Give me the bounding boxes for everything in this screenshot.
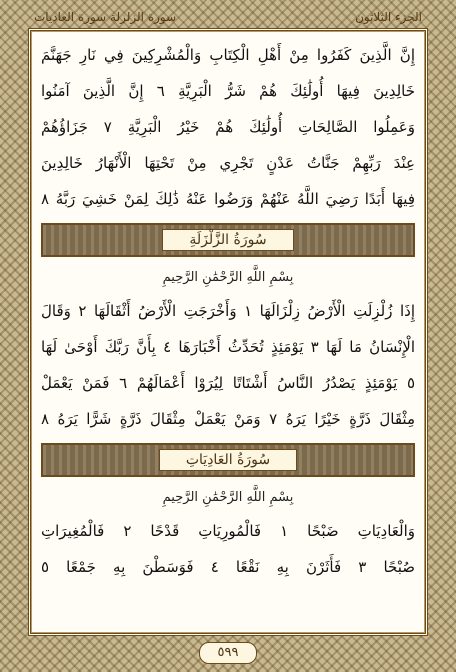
text-line-1: إِنَّ الَّذِينَ كَفَرُوا مِنْ أَهْلِ الْكِتَابِ وَالْمُشْرِكِينَ فِي نَارِ جَهَنَّمَ: [41, 46, 415, 64]
text-line-5: فِيهَا أَبَدًا رَضِيَ اللَّهُ عَنْهُمْ وَرَضُوا عَنْهُ ذَٰلِكَ لِمَنْ خَشِيَ رَبَّهُ ٨: [41, 190, 415, 208]
page-number: ٥٩٩: [199, 642, 257, 664]
basmala: بِسْمِ اللَّهِ الرَّحْمَٰنِ الرَّحِيمِ: [162, 490, 294, 505]
surah-title: سُورَةُ الزَّلْزَلَةِ: [162, 229, 293, 251]
text-line-11: صُبْحًا ٣ فَأَثَرْنَ بِهِ نَقْعًا ٤ فَوَسَطْنَ بِهِ جَمْعًا ٥: [41, 558, 415, 576]
surah-names-label: سورة الزلزلة سورة العاديات: [34, 10, 177, 24]
text-line-6: إِذَا زُلْزِلَتِ الْأَرْضُ زِلْزَالَهَا ١ وَأَخْرَجَتِ الْأَرْضُ أَثْقَالَهَا ٢ وَقَالَ: [41, 302, 415, 320]
basmala: بِسْمِ اللَّهِ الرَّحْمَٰنِ الرَّحِيمِ: [162, 270, 294, 285]
text-line-7: الْإِنْسَانُ مَا لَهَا ٣ يَوْمَئِذٍ تُحَدِّثُ أَخْبَارَهَا ٤ بِأَنَّ رَبَّكَ أَوْحَىٰ لَهَا: [41, 338, 415, 356]
text-line-2: خَالِدِينَ فِيهَا أُولَٰئِكَ هُمْ شَرُّ الْبَرِيَّةِ ٦ إِنَّ الَّذِينَ آمَنُوا: [41, 82, 415, 100]
text-line-8: ٥ يَوْمَئِذٍ يَصْدُرُ النَّاسُ أَشْتَاتًا لِيُرَوْا أَعْمَالَهُمْ ٦ فَمَنْ يَعْمَلْ: [41, 374, 415, 392]
surah-title: سُورَةُ العَادِيَاتِ: [159, 449, 297, 471]
surah-header-band: [41, 223, 415, 257]
page-header: [34, 6, 422, 28]
text-line-4: عِنْدَ رَبِّهِمْ جَنَّاتُ عَدْنٍ تَجْرِي مِنْ تَحْتِهَا الْأَنْهَارُ خَالِدِينَ: [41, 154, 415, 172]
text-frame: [28, 28, 428, 636]
text-line-9: مِثْقَالَ ذَرَّةٍ خَيْرًا يَرَهُ ٧ وَمَنْ يَعْمَلْ مِثْقَالَ ذَرَّةٍ شَرًّا يَرَهُ ٨: [41, 410, 415, 428]
text-line-3: وَعَمِلُوا الصَّالِحَاتِ أُولَٰئِكَ هُمْ خَيْرُ الْبَرِيَّةِ ٧ جَزَاؤُهُمْ: [41, 118, 415, 136]
text-line-10: وَالْعَادِيَاتِ ضَبْحًا ١ فَالْمُورِيَاتِ قَدْحًا ٢ فَالْمُغِيرَاتِ: [41, 522, 415, 540]
juz-label: الجزء الثلاثون: [355, 10, 422, 24]
surah-header-band: [41, 443, 415, 477]
page-content: [41, 37, 415, 627]
